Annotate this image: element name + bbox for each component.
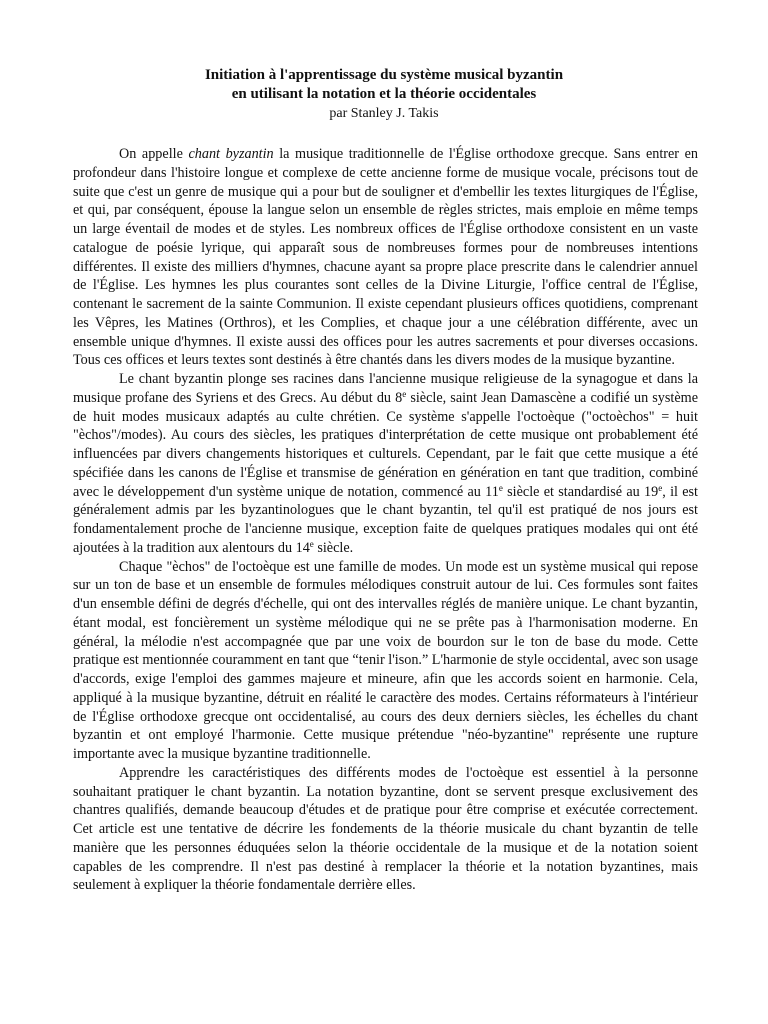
document-author: par Stanley J. Takis — [329, 106, 439, 121]
document-title-line-2: en utilisant la notation et la théorie occidentales — [231, 86, 537, 102]
paragraph-2 — [73, 370, 698, 558]
paragraph-1-italic-term: chant byzantin — [188, 146, 274, 162]
document-title-line-1: Initiation à l'apprentissage du système musical byzantin — [204, 67, 564, 83]
superscript-e: e — [309, 538, 314, 549]
paragraph-1 — [73, 145, 698, 370]
paragraph-2-text-c: siècle et standardisé au 19 — [502, 483, 659, 500]
paragraph-2-text-e: siècle. — [313, 539, 354, 556]
paragraph-2-text-b: siècle, saint Jean Damascène a codifié un système de huit modes musicaux adaptés au culte chrétien. Ce système s'appelle l'octoèque ("octoèchos" = huit "èchos"/modes). Au cours des siècles, les pratiques d'interprétation de cette musique ont probablement été influencées par divers changements historiques et culturels. Cependant, par le fait que cette musique a été spécifiée dans les canons de l'Église et transmise de génération en génération en tant que tradition, combiné avec le développement d'un système unique de notation, commencé au 11 — [73, 389, 698, 500]
document-body — [73, 145, 698, 895]
paragraph-3: Chaque "èchos" de l'octoèque est une famille de modes. Un mode est un système musical qui repose sur un ton de base et un ensemble de formules mélodiques construit autour de lui. Ces formules sont faites d'un ensemble défini de degrés d'échelle, qui ont des intervalles réglés de manière unique. Le chant byzantin, étant modal, est foncièrement un système mélodique qui ne se prête pas à l'harmonisation moderne. En général, la mélodie n'est accompagnée que par une voix de bourdon sur le ton de base du mode. Cette pratique est mentionnée couramment en tant que “tenir l'ison.” L'harmonie de style occidental, avec son usage d'accords, exige l'emploi des gammes majeure et mineure, afin que les accords soient en harmonie. Cela, appliqué à la musique byzantine, détruit en réalité le caractère des modes. Certains réformateurs à l'intérieur de l'Église orthodoxe grecque ont occidentalisé, au cours des deux derniers siècles, les échelles du chant byzantin et ont employé l'harmonie. Cette musique prétendue "néo-byzantine" représente une rupture importante avec la musique byzantine traditionnelle. — [73, 558, 698, 762]
superscript-e: e — [498, 482, 503, 493]
paragraph-1-text-b: la musique traditionnelle de l'Église orthodoxe grecque. Sans entrer en profondeur dans l'histoire longue et complexe de cette ancienne forme de musique vocale, précisons tout de suite que c'est un genre de musique qui a pour but de souligner et d'embellir les textes liturgiques de l'Église, et qui, par conséquent, épouse la langue selon un ensemble de règles strictes, mais emploie en même temps un large éventail de modes et de styles. Les nombreux offices de l'Église orthodoxe consistent en un vaste catalogue de poésie lyrique, qui apparaît sous de nombreuses formes pour de nombreuses intentions différentes. Il existe des milliers d'hymnes, chacune ayant sa propre place prescrite dans le calendrier annuel de l'Église. Les hymnes les plus courantes sont celles de la Divine Liturgie, l'office central de l'Église, contenant le sacrement de la sainte Communion. Il existe cependant plusieurs offices quotidiens, comprenant les Vêpres, les Matines (Orthros), et les Complies, et chaque jour a une célébration différente, avec un ensemble unique d'hymnes. Il existe aussi des offices pour les autres sacrements et pour diverses occasions. Tous ces offices et leurs textes sont destinés à être chantés dans les divers modes de la musique byzantine. — [73, 146, 698, 369]
superscript-e: e — [402, 388, 407, 399]
paragraph-4: Apprendre les caractéristiques des différents modes de l'octoèque est essentiel à la personne souhaitant pratiquer le chant byzantin. La notation byzantine, dont se servent presque exclusivement des chantres qualifiés, demande beaucoup d'études et de pratique pour être comprise et exécutée correctement. Cet article est une tentative de décrire les fondements de la théorie musicale du chant byzantin de telle manière que les personnes éduquées selon la théorie occidentale de la musique et de la notation soient capables de les comprendre. Il n'est pas destiné à remplacer la théorie et la notation byzantines, mais seulement à expliquer la théorie fondamentale derrière elles. — [73, 764, 698, 894]
paragraph-2-text-d: , il est généralement admis par les byzantinologues que le chant byzantin, tel qu'il est pratiqué de nos jours est fondamentalement proche de l'ancienne musique, exception faite de quelques pratiques modales qui ont été ajoutées à la tradition aux alentours du 14 — [73, 483, 698, 556]
superscript-e: e — [658, 482, 663, 493]
paragraph-1-text-a: On appelle — [119, 146, 189, 162]
title-block — [0, 66, 768, 123]
paragraph-2-text-a: Le chant byzantin plonge ses racines dans l'ancienne musique religieuse de la synagogue et dans la musique profane des Syriens et des Grecs. Au début du 8 — [73, 371, 698, 406]
